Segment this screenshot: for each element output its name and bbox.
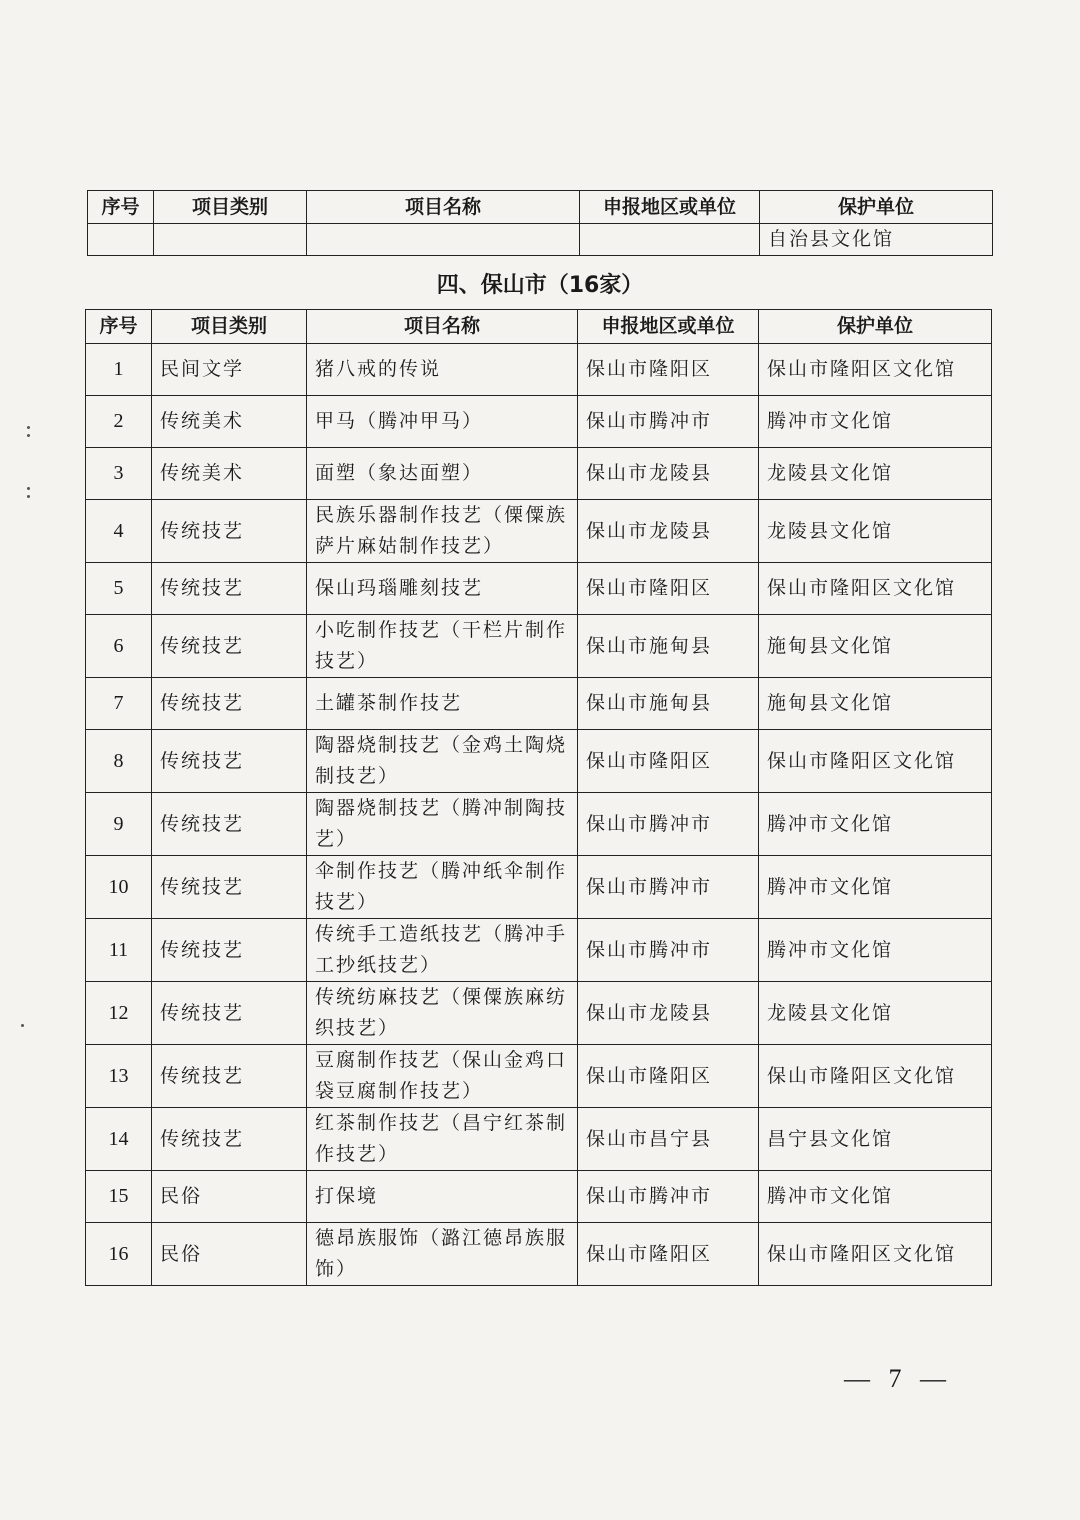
- cell-protection-unit: 腾冲市文化馆: [759, 1171, 992, 1223]
- cell-category: 传统技艺: [152, 563, 307, 615]
- table-row: [86, 1045, 992, 1108]
- cell-project-name: 豆腐制作技艺（保山金鸡口袋豆腐制作技艺）: [307, 1045, 578, 1108]
- cell-index: 1: [86, 344, 152, 396]
- scan-speck: [27, 495, 30, 498]
- cell-category: 传统技艺: [152, 856, 307, 919]
- cell-project-name: 保山玛瑙雕刻技艺: [307, 563, 578, 615]
- cell-project-name: 传统纺麻技艺（傈僳族麻纺织技艺）: [307, 982, 578, 1045]
- cell-index: 15: [86, 1171, 152, 1223]
- cell-index: 5: [86, 563, 152, 615]
- header-cell-region: 申报地区或单位: [578, 310, 759, 344]
- cell-index: 16: [86, 1223, 152, 1286]
- cell-protection-unit: 龙陵县文化馆: [759, 500, 992, 563]
- cell-index: 3: [86, 448, 152, 500]
- cell-protection-unit: 昌宁县文化馆: [759, 1108, 992, 1171]
- cell-index: 7: [86, 678, 152, 730]
- cell-region: 保山市隆阳区: [578, 344, 759, 396]
- cell-region: 保山市隆阳区: [578, 1223, 759, 1286]
- cell-category: 传统技艺: [152, 730, 307, 793]
- cell-protection-unit: 龙陵县文化馆: [759, 448, 992, 500]
- cell-category: 民俗: [152, 1171, 307, 1223]
- cell-index: 10: [86, 856, 152, 919]
- cell-category: 传统技艺: [152, 500, 307, 563]
- cell-region: 保山市隆阳区: [578, 1045, 759, 1108]
- table-row: [86, 793, 992, 856]
- cell-region: [580, 224, 760, 256]
- cell-project-name: 面塑（象达面塑）: [307, 448, 578, 500]
- cell-protection-unit: 保山市隆阳区文化馆: [759, 730, 992, 793]
- cell-project-name: 民族乐器制作技艺（傈僳族萨片麻姑制作技艺）: [307, 500, 578, 563]
- page-number: — 7 —: [844, 1364, 952, 1393]
- cell-category: [154, 224, 307, 256]
- cell-category: 传统技艺: [152, 1108, 307, 1171]
- cell-project-name: 陶器烧制技艺（金鸡土陶烧制技艺）: [307, 730, 578, 793]
- cell-category: 传统技艺: [152, 919, 307, 982]
- cell-category: 传统技艺: [152, 615, 307, 678]
- cell-region: 保山市隆阳区: [578, 563, 759, 615]
- table-row: [86, 678, 992, 730]
- cell-project-name: [307, 224, 580, 256]
- header-cell-protection-unit: 保护单位: [759, 310, 992, 344]
- table-row: [86, 919, 992, 982]
- cell-region: 保山市腾冲市: [578, 919, 759, 982]
- cell-index: [88, 224, 154, 256]
- cell-project-name: 土罐茶制作技艺: [307, 678, 578, 730]
- cell-project-name: 传统手工造纸技艺（腾冲手工抄纸技艺）: [307, 919, 578, 982]
- cell-index: 8: [86, 730, 152, 793]
- table-row: [86, 448, 992, 500]
- table-row: [86, 563, 992, 615]
- cell-protection-unit: 腾冲市文化馆: [759, 396, 992, 448]
- heritage-table: [85, 309, 992, 1286]
- cell-protection-unit: 保山市隆阳区文化馆: [759, 1045, 992, 1108]
- cell-region: 保山市昌宁县: [578, 1108, 759, 1171]
- cell-region: 保山市龙陵县: [578, 448, 759, 500]
- cell-project-name: 德昂族服饰（潞江德昂族服饰）: [307, 1223, 578, 1286]
- cell-region: 保山市隆阳区: [578, 730, 759, 793]
- cell-region: 保山市施甸县: [578, 678, 759, 730]
- cell-region: 保山市腾冲市: [578, 793, 759, 856]
- cell-index: 2: [86, 396, 152, 448]
- cell-protection-unit: 施甸县文化馆: [759, 615, 992, 678]
- scan-speck: [21, 1024, 24, 1027]
- cell-region: 保山市腾冲市: [578, 856, 759, 919]
- cell-category: 传统技艺: [152, 678, 307, 730]
- cell-index: 13: [86, 1045, 152, 1108]
- cell-protection-unit: 腾冲市文化馆: [759, 856, 992, 919]
- header-cell-project-name: 项目名称: [307, 310, 578, 344]
- cell-index: 6: [86, 615, 152, 678]
- header-cell-category: 项目类别: [152, 310, 307, 344]
- cell-category: 传统技艺: [152, 793, 307, 856]
- cell-category: 民间文学: [152, 344, 307, 396]
- cell-protection-unit: 保山市隆阳区文化馆: [759, 344, 992, 396]
- table-row: [86, 396, 992, 448]
- continued-table: [87, 190, 993, 256]
- cell-protection-unit: 自治县文化馆: [760, 224, 993, 256]
- cell-protection-unit: 龙陵县文化馆: [759, 982, 992, 1045]
- table-row: [86, 344, 992, 396]
- cell-region: 保山市龙陵县: [578, 500, 759, 563]
- cell-index: 4: [86, 500, 152, 563]
- table-row: [88, 224, 993, 256]
- scan-speck: [27, 487, 30, 490]
- cell-project-name: 甲马（腾冲甲马）: [307, 396, 578, 448]
- table-header-row: [86, 310, 992, 344]
- table-row: [86, 1171, 992, 1223]
- cell-category: 传统美术: [152, 396, 307, 448]
- section-title: 四、保山市（16家）: [436, 273, 644, 298]
- scan-speck: [27, 434, 30, 437]
- header-cell-index: 序号: [88, 191, 154, 224]
- header-cell-project-name: 项目名称: [307, 191, 580, 224]
- cell-category: 民俗: [152, 1223, 307, 1286]
- cell-protection-unit: 保山市隆阳区文化馆: [759, 1223, 992, 1286]
- cell-project-name: 陶器烧制技艺（腾冲制陶技艺）: [307, 793, 578, 856]
- cell-protection-unit: 腾冲市文化馆: [759, 793, 992, 856]
- cell-protection-unit: 腾冲市文化馆: [759, 919, 992, 982]
- cell-category: 传统技艺: [152, 1045, 307, 1108]
- cell-region: 保山市腾冲市: [578, 1171, 759, 1223]
- cell-index: 9: [86, 793, 152, 856]
- table-row: [86, 1223, 992, 1286]
- cell-protection-unit: 保山市隆阳区文化馆: [759, 563, 992, 615]
- header-cell-region: 申报地区或单位: [580, 191, 760, 224]
- table-row: [86, 856, 992, 919]
- header-cell-category: 项目类别: [154, 191, 307, 224]
- cell-index: 11: [86, 919, 152, 982]
- cell-project-name: 猪八戒的传说: [307, 344, 578, 396]
- table-header-row: [88, 191, 993, 224]
- cell-project-name: 小吃制作技艺（干栏片制作技艺）: [307, 615, 578, 678]
- cell-index: 14: [86, 1108, 152, 1171]
- header-cell-index: 序号: [86, 310, 152, 344]
- header-cell-protection-unit: 保护单位: [760, 191, 993, 224]
- table-row: [86, 500, 992, 563]
- table-row: [86, 730, 992, 793]
- cell-project-name: 红茶制作技艺（昌宁红茶制作技艺）: [307, 1108, 578, 1171]
- cell-region: 保山市施甸县: [578, 615, 759, 678]
- cell-region: 保山市腾冲市: [578, 396, 759, 448]
- cell-category: 传统技艺: [152, 982, 307, 1045]
- scan-speck: [27, 426, 30, 429]
- cell-region: 保山市龙陵县: [578, 982, 759, 1045]
- table-row: [86, 1108, 992, 1171]
- cell-project-name: 打保境: [307, 1171, 578, 1223]
- table-row: [86, 615, 992, 678]
- cell-project-name: 伞制作技艺（腾冲纸伞制作技艺）: [307, 856, 578, 919]
- cell-index: 12: [86, 982, 152, 1045]
- table-row: [86, 982, 992, 1045]
- cell-protection-unit: 施甸县文化馆: [759, 678, 992, 730]
- cell-category: 传统美术: [152, 448, 307, 500]
